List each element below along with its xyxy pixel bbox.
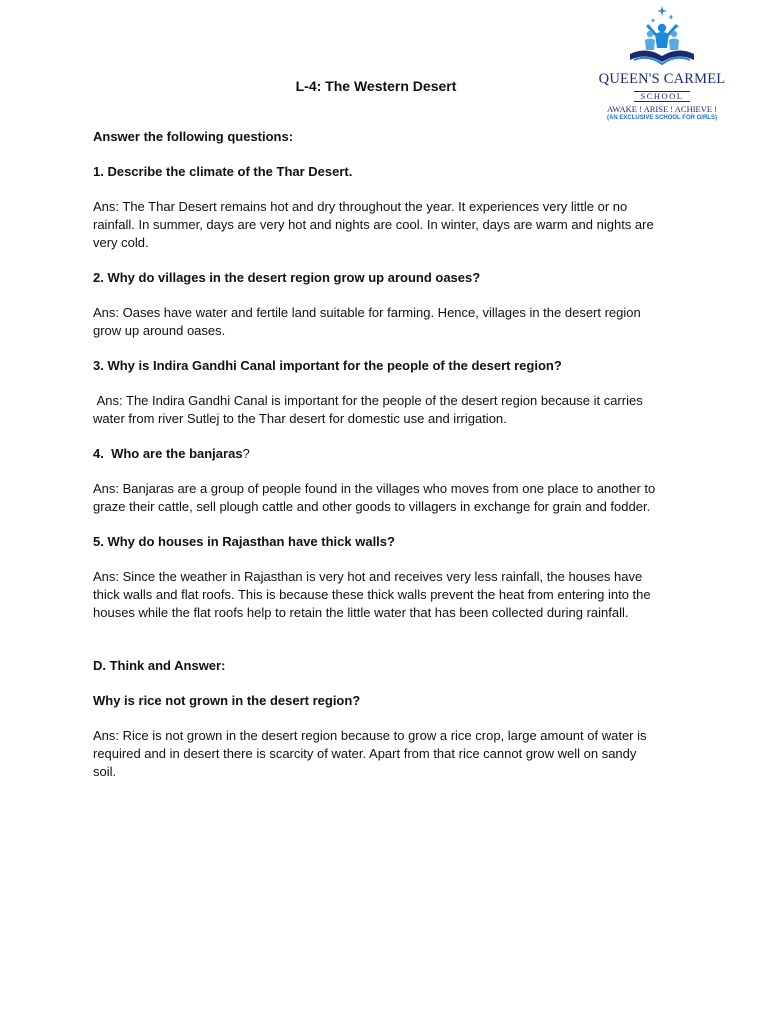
section-d-heading: D. Think and Answer: <box>93 658 226 673</box>
question-5: 5. Why do houses in Rajasthan have thick walls? <box>93 534 395 549</box>
question-2: 2. Why do villages in the desert region grow up around oases? <box>93 270 481 285</box>
question-4-text: 4. Who are the banjaras <box>93 446 243 461</box>
section-d-question: Why is rice not grown in the desert region? <box>93 693 361 708</box>
answer-5: Ans: Since the weather in Rajasthan is very hot and receives very less rainfall, the houses have thick walls and flat roofs. This is because these thick walls prevent the heat from entering into the houses while the flat roofs help to retain the little water that has been collected during rainfall. <box>93 569 651 620</box>
school-name: QUEEN'S CARMEL <box>598 71 726 87</box>
answer-3: Ans: The Indira Gandhi Canal is important for the people of the desert region because it carries water from river Sutlej to the Thar desert for domestic use and irrigation. <box>93 393 647 426</box>
section-d-answer: Ans: Rice is not grown in the desert region because to grow a rice crop, large amount of water is required and in desert there is scarcity of water. Apart from that rice cannot grow well on sandy soil. <box>93 728 647 779</box>
school-emblem-icon <box>622 4 702 70</box>
school-logo <box>596 4 728 121</box>
question-4-mark: ? <box>242 446 250 461</box>
school-tagline: (AN EXCLUSIVE SCHOOL FOR GIRLS) <box>607 115 717 121</box>
page-title: L-4: The Western Desert <box>295 78 457 94</box>
question-3: 3. Why is Indira Gandhi Canal important for the people of the desert region? <box>93 358 562 373</box>
instruction-heading: Answer the following questions: <box>93 129 294 144</box>
question-1: 1. Describe the climate of the Thar Desert. <box>93 164 353 179</box>
answer-1: Ans: The Thar Desert remains hot and dry throughout the year. It experiences very little or no rainfall. In summer, days are very hot and nights are cool. In winter, days are warm and nights are very cold. <box>93 199 654 250</box>
answer-2: Ans: Oases have water and fertile land suitable for farming. Hence, villages in the desert region grow up around oases. <box>93 305 641 338</box>
answer-4: Ans: Banjaras are a group of people found in the villages who moves from one place to another to graze their cattle, sell plough cattle and other goods to villagers in exchange for grain and fodder. <box>93 481 656 514</box>
school-motto: AWAKE ! ARISE ! ACHIEVE ! <box>606 104 718 114</box>
school-label: SCHOOL <box>634 91 689 102</box>
worksheet-body <box>93 128 658 781</box>
question-4 <box>93 445 658 463</box>
